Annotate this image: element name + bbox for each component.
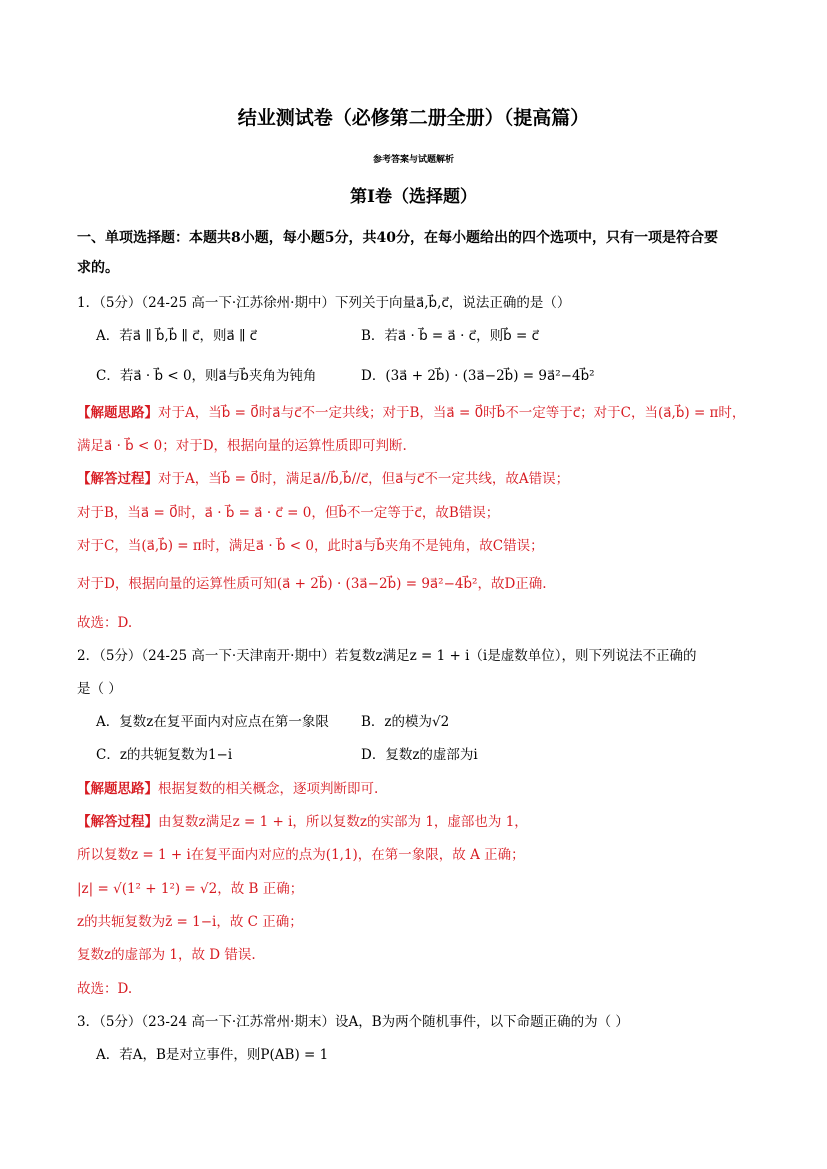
q2-stem-line1: 2．（5分）（24-25 高一下·天津南开·期中）若复数z满足z = 1 + i（i是虚数单位），则下列说法不正确的 xyxy=(77,648,697,664)
q2-option-a: A．复数z在复平面内对应点在第一象限 xyxy=(96,714,329,730)
q1-option-d: D．(3a⃗ + 2b⃗) · (3a⃗−2b⃗) = 9a⃗²−4b⃗² xyxy=(361,368,595,384)
q1-idea-line2: 满足a⃗ · b⃗ < 0；对于D，根据向量的运算性质即可判断. xyxy=(77,438,407,454)
q2-process-line4: z的共轭复数为z̄ = 1−i，故 C 正确； xyxy=(77,914,303,930)
q1-process-line3: 对于C，当(a⃗,b⃗) = π时，满足a⃗ · b⃗ < 0，此时a⃗与b⃗夹角不是钝角，故C错误； xyxy=(77,538,544,554)
q1-process-text1: 对于A，当b⃗ = 0⃗时，满足a⃗//b⃗,b⃗//c⃗，但a⃗与c⃗不一定共线，故A错误； xyxy=(158,471,570,487)
q3-stem: 3．（5分）（23-24 高一下·江苏常州·期末）设A，B为两个随机事件，以下命题正确的为（ ） xyxy=(77,1014,629,1030)
q1-process-tag: 【解答过程】 xyxy=(77,471,158,487)
q2-stem-line2: 是（ ） xyxy=(77,681,122,697)
q2-idea-text1: 根据复数的相关概念，逐项判断即可. xyxy=(158,781,379,797)
q2-process-text1: 由复数z满足z = 1 + i，所以复数z的实部为 1，虚部也为 1， xyxy=(158,814,528,830)
q1-process-line2: 对于B，当a⃗ = 0⃗时，a⃗ · b⃗ = a⃗ · c⃗ = 0，但b⃗不一定等于c⃗，故B错误； xyxy=(77,505,500,521)
q2-process-line3: |z| = √(1² + 1²) = √2，故 B 正确； xyxy=(77,881,304,897)
q1-option-a: A．若a⃗ ∥ b⃗,b⃗ ∥ c⃗，则a⃗ ∥ c⃗ xyxy=(96,328,258,344)
q2-idea-line1 xyxy=(77,779,378,799)
q2-option-b: B．z的模为√2 xyxy=(361,714,450,730)
q1-process-line4: 对于D，根据向量的运算性质可知(a⃗ + 2b⃗) · (3a⃗−2b⃗) = 9a⃗²−4b⃗²，故D正确. xyxy=(77,576,547,592)
q1-answer: 故选：D. xyxy=(77,615,133,631)
document-subtitle: 参考答案与试题解析 xyxy=(372,155,454,165)
document-title: 结业测试卷（必修第二册全册）（提高篇） xyxy=(237,107,590,129)
q2-process-line1 xyxy=(77,812,528,832)
section-heading-line1: 一、单项选择题：本题共8小题，每小题5分，共40分，在每小题给出的四个选项中，只有一项是符合要 xyxy=(77,230,718,246)
q1-idea-text1: 对于A，当b⃗ = 0⃗时a⃗与c⃗不一定共线；对于B，当a⃗ = 0⃗时b⃗不一定等于c⃗；对于C，当(a⃗,b⃗) = π时， xyxy=(158,405,746,421)
volume-heading: 第Ⅰ卷（选择题） xyxy=(350,187,477,207)
q2-option-c: C．z的共轭复数为1−i xyxy=(96,747,233,763)
q2-process-line2: 所以复数z = 1 + i在复平面内对应的点为(1,1)，在第一象限，故 A 正确； xyxy=(77,847,525,863)
q2-process-line5: 复数z的虚部为 1，故 D 错误. xyxy=(77,947,256,963)
q2-option-d: D．复数z的虚部为i xyxy=(361,747,478,763)
q1-option-c: C．若a⃗ · b⃗ < 0，则a⃗与b⃗夹角为钝角 xyxy=(96,368,317,384)
q2-answer: 故选：D. xyxy=(77,981,133,997)
q1-stem: 1．（5分）（24-25 高一下·江苏徐州·期中）下列关于向量a⃗,b⃗,c⃗，说法正确的是（） xyxy=(77,295,571,311)
q3-option-a: A．若A，B是对立事件，则P(AB) = 1 xyxy=(96,1047,329,1063)
q1-option-b: B．若a⃗ · b⃗ = a⃗ · c⃗，则b⃗ = c⃗ xyxy=(361,328,539,344)
section-heading-line2: 求的。 xyxy=(77,260,119,276)
q1-idea-tag: 【解题思路】 xyxy=(77,405,158,421)
q2-idea-tag: 【解题思路】 xyxy=(77,781,158,797)
q2-process-tag: 【解答过程】 xyxy=(77,814,158,830)
q1-process-line1 xyxy=(77,469,569,489)
q1-idea-line1 xyxy=(77,403,745,423)
